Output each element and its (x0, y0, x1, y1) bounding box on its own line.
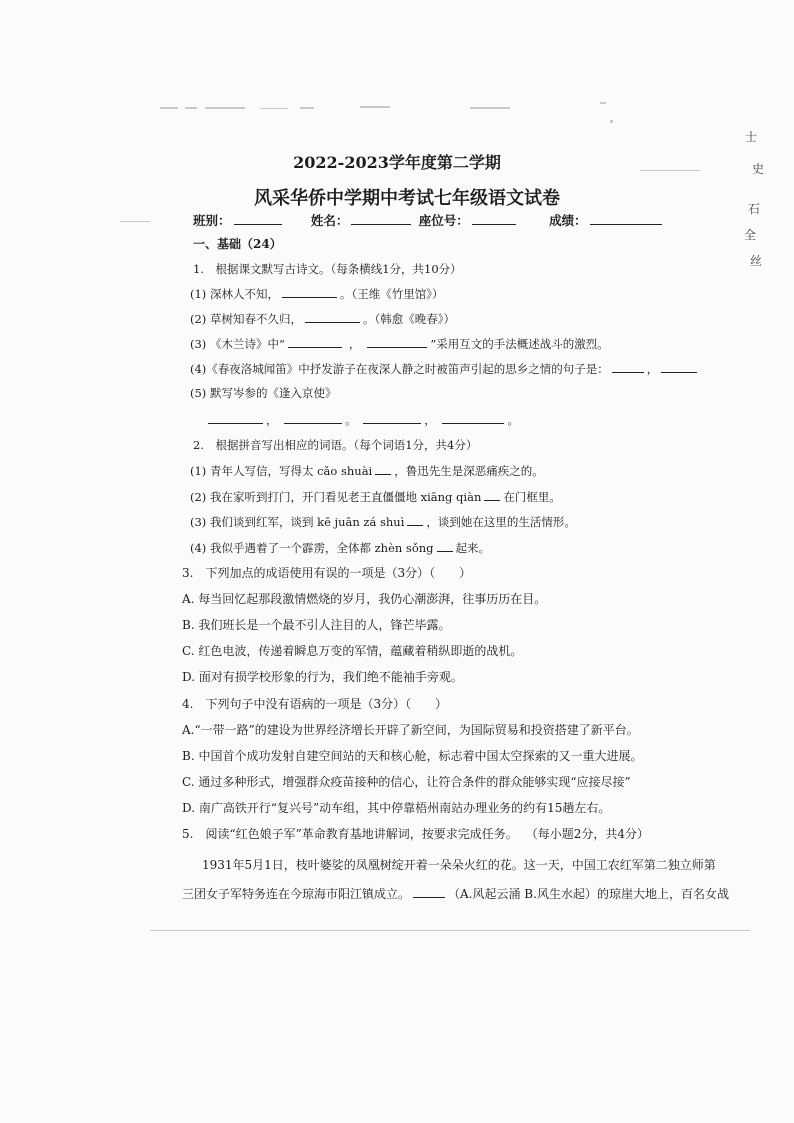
item-text: 在门框里。 (503, 490, 561, 504)
score-note: （每小题2分，共4分） (531, 827, 650, 841)
item-text: (3) 《木兰诗》中“ (190, 337, 285, 351)
edge-char: 史 (752, 162, 765, 176)
item-text: ，鲁迅先生是深恶痛疾之的。 (394, 464, 544, 478)
edge-char: 丝 (750, 254, 763, 268)
para-text: 三团女子军特务连在今琼海市阳江镇成立。 (182, 887, 411, 901)
class-label: 班别： (193, 213, 231, 228)
question-5-stem (182, 826, 649, 842)
item-text: 。（韩愈《晚春》） (362, 312, 455, 326)
answer-blank[interactable] (363, 412, 421, 424)
q1-item-4 (190, 361, 700, 377)
question-1-stem: 1. 根据课文默写古诗文。（每条横线1分，共10分） (193, 262, 462, 276)
item-text: (2) 草树知春不久归， (190, 312, 302, 326)
answer-blank[interactable] (407, 514, 423, 526)
answer-blank[interactable] (305, 311, 360, 323)
q3-option-c: C. 红色电波，传递着瞬息万变的军情，蕴藏着稍纵即逝的战机。 (182, 644, 523, 658)
answer-blank[interactable] (367, 336, 427, 348)
item-text: (2) 我在家听到打门，开门看见老王直僵僵地 xiāng qiàn (190, 490, 482, 504)
question-2-stem: 2. 根据拼音写出相应的词语。（每个词语1分，共4分） (193, 438, 478, 452)
answer-blank[interactable] (413, 886, 445, 898)
answer-blank[interactable] (484, 489, 500, 501)
item-text: 。（王维《竹里馆》） (339, 287, 444, 301)
q1-item-3: (3) 《木兰诗》中“ ， ”采用互文的手法概述战斗的激烈。 (190, 337, 609, 351)
seat-field[interactable] (472, 213, 516, 225)
q5-paragraph-line-2 (182, 886, 729, 902)
q1-item-5: (5) 默写岑参的《逢入京使》 (190, 386, 337, 400)
answer-blank[interactable] (208, 412, 263, 424)
exam-year: 2022-2023学年度第二学期 (293, 153, 501, 172)
answer-blank[interactable] (612, 361, 644, 373)
answer-blank[interactable] (661, 361, 697, 373)
answer-blank[interactable] (437, 540, 453, 552)
q4-option-b: B. 中国首个成功发射自建空间站的天和核心舱，标志着中国太空探索的又一重大进展。 (182, 749, 643, 763)
item-text: ，谈到她在这里的生活情形。 (426, 515, 576, 529)
score-field[interactable] (590, 213, 662, 225)
q2-item-1 (190, 463, 544, 479)
question-3-stem: 3. 下列加点的成语使用有误的一项是（3分）（ ） (182, 566, 472, 580)
item-text: (1) 青年人写信，写得太 cǎo shuài (190, 464, 373, 478)
item-text: (4)《春夜洛城闻笛》中抒发游子在夜深人静之时被笛声引起的思乡之情的句子是： (190, 362, 609, 376)
edge-char: 士 (745, 130, 758, 144)
para-text: （A.风起云涌 B.风生水起）的琼崖大地上，百名女战 (448, 887, 729, 901)
edge-char: 全 (744, 228, 757, 242)
score-label: 成绩： (549, 213, 587, 228)
answer-blank[interactable] (442, 412, 504, 424)
q2-item-4 (190, 540, 490, 556)
item-text: (1) 深林人不知， (190, 287, 279, 301)
q3-option-b: B. 我们班长是一个最不引人注目的人，锋芒毕露。 (182, 618, 451, 632)
q2-item-3 (190, 514, 576, 530)
item-text: 起来。 (455, 541, 491, 555)
item-text: (3) 我们谈到红军，谈到 kē juān zá shuì (190, 515, 405, 529)
answer-blank[interactable] (375, 463, 391, 475)
edge-char: 石 (748, 202, 761, 216)
answer-blank[interactable] (284, 412, 342, 424)
q5-paragraph-line-1: 1931年5月1日，枝叶婆娑的凤凰树绽开着一朵朵火红的花。这一天，中国工农红军第二独立师第 (202, 858, 716, 872)
stem-text: 5. 阅读“红色娘子军”革命教育基地讲解词，按要求完成任务。 (182, 827, 518, 841)
answer-blank[interactable] (288, 336, 342, 348)
answer-blank[interactable] (282, 286, 337, 298)
name-field[interactable] (351, 213, 411, 225)
q2-item-2 (190, 489, 561, 505)
item-text: ”采用互文的手法概述战斗的激烈。 (430, 337, 609, 351)
q3-option-d: D. 面对有损学校形象的行为，我们绝不能袖手旁观。 (182, 670, 463, 684)
question-4-stem: 4. 下列句子中没有语病的一项是（3分）（ ） (182, 697, 448, 711)
q4-option-a: A.“一带一路”的建设为世界经济增长开辟了新空间，为国际贸易和投资搭建了新平台。 (182, 723, 639, 737)
q1-item-1 (190, 286, 443, 302)
q3-option-a: A. 每当回忆起那段激情燃烧的岁月，我仍心潮澎湃，往事历历在目。 (182, 592, 547, 606)
class-field[interactable] (234, 213, 282, 225)
q4-option-c: C. 通过多种形式，增强群众疫苗接种的信心，让符合条件的群众能够实现“应接尽接” (182, 775, 631, 789)
exam-title: 风采华侨中学期中考试七年级语文试卷 (254, 188, 560, 209)
q1-item-5-blanks: ， 。 ， 。 (205, 412, 519, 428)
seat-label: 座位号： (418, 213, 469, 228)
name-label: 姓名： (310, 213, 349, 228)
student-info-row (193, 213, 665, 229)
section-heading: 一、基础（24） (193, 237, 282, 251)
q4-option-d: D. 南广高铁开行“复兴号”动车组，其中停靠梧州南站办理业务的约有15趟左右。 (182, 801, 611, 815)
item-text: (4) 我似乎遇着了一个霹雳，全体都 zhèn sǒng (190, 541, 434, 555)
item-text: ， (646, 362, 659, 376)
q1-item-2 (190, 311, 455, 327)
